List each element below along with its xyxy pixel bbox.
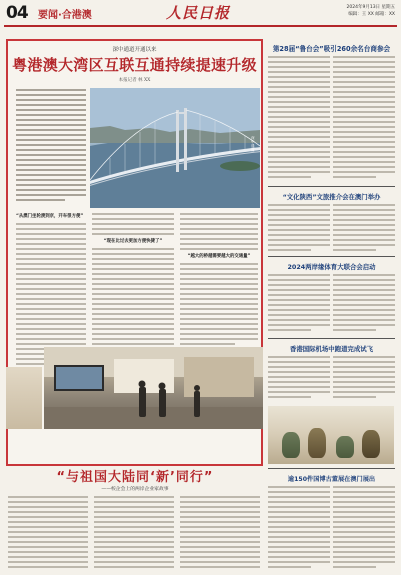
lead-headline: 粤港澳大湾区互联互通持续提速升级	[12, 56, 257, 74]
date-line: 2024年9月13日 星期五	[346, 5, 395, 10]
right-article-5-col-b	[333, 486, 395, 571]
paper-logo: 人民日报	[166, 4, 231, 22]
right-article-1-col-a	[268, 56, 330, 182]
section-name: 要闻·合港澳	[38, 10, 92, 21]
right-article-3-col-b	[333, 274, 395, 336]
small-photo	[6, 367, 42, 429]
right-article-2-col-a	[268, 204, 330, 254]
right-article-title-3: 2024两岸缘体育大联合会启动	[287, 263, 376, 271]
lead-byline: 本报记者 林 XX	[118, 78, 151, 83]
divider	[268, 256, 395, 257]
photo-caption: 深中通道	[251, 136, 255, 152]
right-article-5-col-a	[268, 486, 330, 571]
divider	[268, 186, 395, 187]
masthead	[4, 3, 397, 27]
edition-line: 编辑：王 XX 邮箱：XX	[348, 12, 395, 17]
exhibition-photo	[44, 347, 263, 429]
right-article-3-col-a	[268, 274, 330, 336]
lead-subhead-1: “从澳门坐轮渡到京，开车很方便”	[16, 214, 84, 219]
bottom-body-col-3	[180, 496, 260, 571]
page-number: 04	[6, 3, 28, 23]
lead-kicker: 深中通道开通以来	[112, 47, 157, 53]
lead-intro-text	[16, 89, 86, 209]
right-article-title-1: 第28届“鲁台会”吸引260余名台商参会	[272, 45, 391, 53]
right-article-4-col-a	[268, 356, 330, 402]
right-article-4-col-b	[333, 356, 395, 402]
bottom-headline: “与祖国大陆同‘新’同行”	[56, 470, 214, 485]
bridge-photo	[90, 88, 260, 208]
divider	[268, 338, 395, 339]
right-article-title-5: 逾150件国博古董展在澳门展出	[287, 476, 376, 483]
bottom-body-col-2	[94, 496, 174, 571]
masthead-info	[347, 4, 395, 18]
lead-subhead-2: “现在比过去更加方便快捷了”	[103, 239, 163, 244]
right-article-2-col-b	[333, 204, 395, 254]
divider	[268, 468, 395, 469]
right-article-title-2: “文化陕西”文旅推介会在澳门举办	[282, 193, 381, 201]
right-article-1-col-b	[333, 56, 395, 182]
right-article-title-4: 香港国际机场中跑道完成试飞	[289, 345, 374, 353]
antique-photo	[268, 406, 394, 464]
bottom-body-col-1	[8, 496, 88, 571]
bottom-subheadline: ——校企会上的两岸企业家故事	[101, 487, 169, 492]
lead-subhead-3: “越大的桥越需要越大的交通量”	[187, 254, 251, 259]
